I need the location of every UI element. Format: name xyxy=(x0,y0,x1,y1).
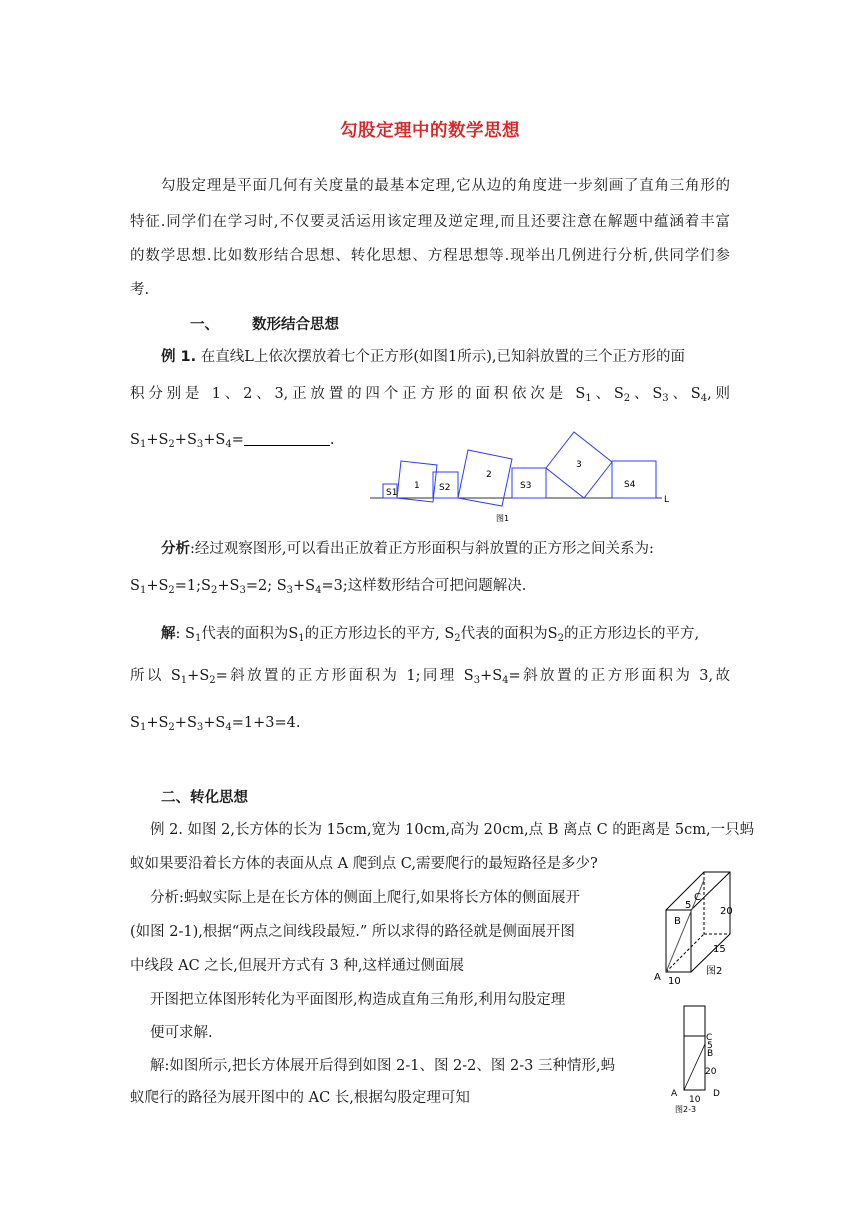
fig1-label-1: 1 xyxy=(414,481,420,491)
example-1-line-1: 例 1. 在直线L上依次摆放着七个正方形(如图1所示),已知斜放置的三个正方形的面 xyxy=(161,349,686,365)
example-2-line-1: 例 2. 如图 2,长方体的长为 15cm,宽为 10cm,高为 20cm,点 B 离点 C 的距离是 5cm,一只蚂 xyxy=(150,822,755,838)
fig2-label-20: 20 xyxy=(720,906,733,917)
fig1-label-s4: S4 xyxy=(624,480,636,490)
analysis-2-line-4: 开图把立体图形转化为平面图形,构造成直角三角形,利用勾股定理 xyxy=(150,992,566,1008)
intro-line-3: 的数学思想.比如数形结合思想、转化思想、方程思想等.现举出几例进行分析,供同学们参 xyxy=(130,248,730,264)
fig23-label-c: C xyxy=(706,1033,713,1043)
intro-line-4: 考. xyxy=(130,282,150,298)
fig1-label-s1: S1 xyxy=(386,488,398,498)
fig23-label-20: 20 xyxy=(705,1067,717,1077)
fig2-label-15: 15 xyxy=(713,944,726,955)
fig2-caption: 图2 xyxy=(706,966,723,977)
example-1-line-3: $S_1+S_2+S_3+S_4=$ . xyxy=(130,432,335,450)
solution-2-line-2: 蚁爬行的路径为展开图中的 AC 长,根据勾股定理可知 xyxy=(130,1090,470,1106)
fig2-label-c: C xyxy=(694,892,701,903)
fig2-label-10: 10 xyxy=(668,976,681,987)
example-1-line-2: 积分别是 1、2、3,正放置的四个正方形的面积依次是 $S_1$、$S_2$、$S_3$、$S_4$,则 xyxy=(130,386,731,404)
analysis-2-line-5: 便可求解. xyxy=(150,1025,213,1041)
analysis-1-line-1: 分析:经过观察图形,可以看出正放着正方形面积与斜放置的正方形之间关系为: xyxy=(161,541,654,557)
fig23-label-d: D xyxy=(713,1089,720,1099)
section-1-number: 一、 xyxy=(190,317,219,333)
answer-blank xyxy=(244,431,330,446)
solution-1-line-3: $S_1+S_2+S_3+S_4=1+3=4$. xyxy=(130,715,301,733)
fig23-label-b: B xyxy=(707,1049,714,1059)
fig1-caption: 图1 xyxy=(496,514,510,523)
fig1-label-2: 2 xyxy=(486,470,492,480)
intro-line-1: 勾股定理是平面几何有关度量的最基本定理,它从边的角度进一步刻画了直角三角形的 xyxy=(161,178,730,194)
fig1-label-3: 3 xyxy=(576,460,582,470)
fig1-label-l: L xyxy=(664,495,670,505)
solution-2-line-1: 解:如图所示,把长方体展开后得到如图 2-1、图 2-2、图 2-3 三种情形,蚂 xyxy=(150,1058,616,1074)
fig2-label-a: A xyxy=(654,972,661,983)
analysis-2-line-1: 分析:蚂蚁实际上是在长方体的侧面上爬行,如果将长方体的侧面展开 xyxy=(150,890,580,906)
figure-1 xyxy=(370,428,680,528)
solution-1-line-1: 解: $S_1$代表的面积为$S_1$的正方形边长的平方, $S_2$代表的面积为$S_2$的正方形边长的平方, xyxy=(161,626,700,644)
intro-line-2: 特征.同学们在学习时,不仅要灵活运用该定理及逆定理,而且还要注意在解题中蕴涵着丰富 xyxy=(130,214,730,230)
fig1-label-s3: S3 xyxy=(520,481,532,491)
section-1-title: 数形结合思想 xyxy=(252,317,339,333)
solution-1-line-2: 所以 $S_1+S_2=$斜放置的正方形面积为 1;同理 $S_3+S_4=$斜放置的正方形面积为 3,故 xyxy=(130,668,731,686)
fig2-label-b: B xyxy=(674,916,681,927)
fig23-label-a: A xyxy=(671,1089,678,1099)
figure-2 xyxy=(648,868,748,987)
fig2-label-5: 5 xyxy=(685,900,692,911)
example-2-line-2: 蚁如果要沿着长方体的表面从点 A 爬到点 C,需要爬行的最短路径是多少? xyxy=(130,856,598,872)
analysis-2-line-2: (如图 2-1),根据“两点之间线段最短.” 所以求得的路径就是侧面展开图 xyxy=(130,924,575,940)
fig23-label-5: 5 xyxy=(707,1041,713,1051)
fig23-caption: 图2-3 xyxy=(675,1105,697,1114)
section-2-title: 二、转化思想 xyxy=(161,790,248,806)
fig23-label-10: 10 xyxy=(689,1095,701,1105)
example-1-label: 例 1. xyxy=(161,349,197,365)
figure-2-3 xyxy=(664,1000,736,1116)
document-title: 勾股定理中的数学思想 xyxy=(340,121,520,141)
fig1-label-s2: S2 xyxy=(439,483,451,493)
analysis-1-line-2: $S_1+S_2=1;S_2+S_3=2$; $S_3+S_4=3$;这样数形结合可把问题解决. xyxy=(130,578,527,596)
analysis-2-line-3: 中线段 AC 之长,但展开方式有 3 种,这样通过侧面展 xyxy=(130,958,464,974)
